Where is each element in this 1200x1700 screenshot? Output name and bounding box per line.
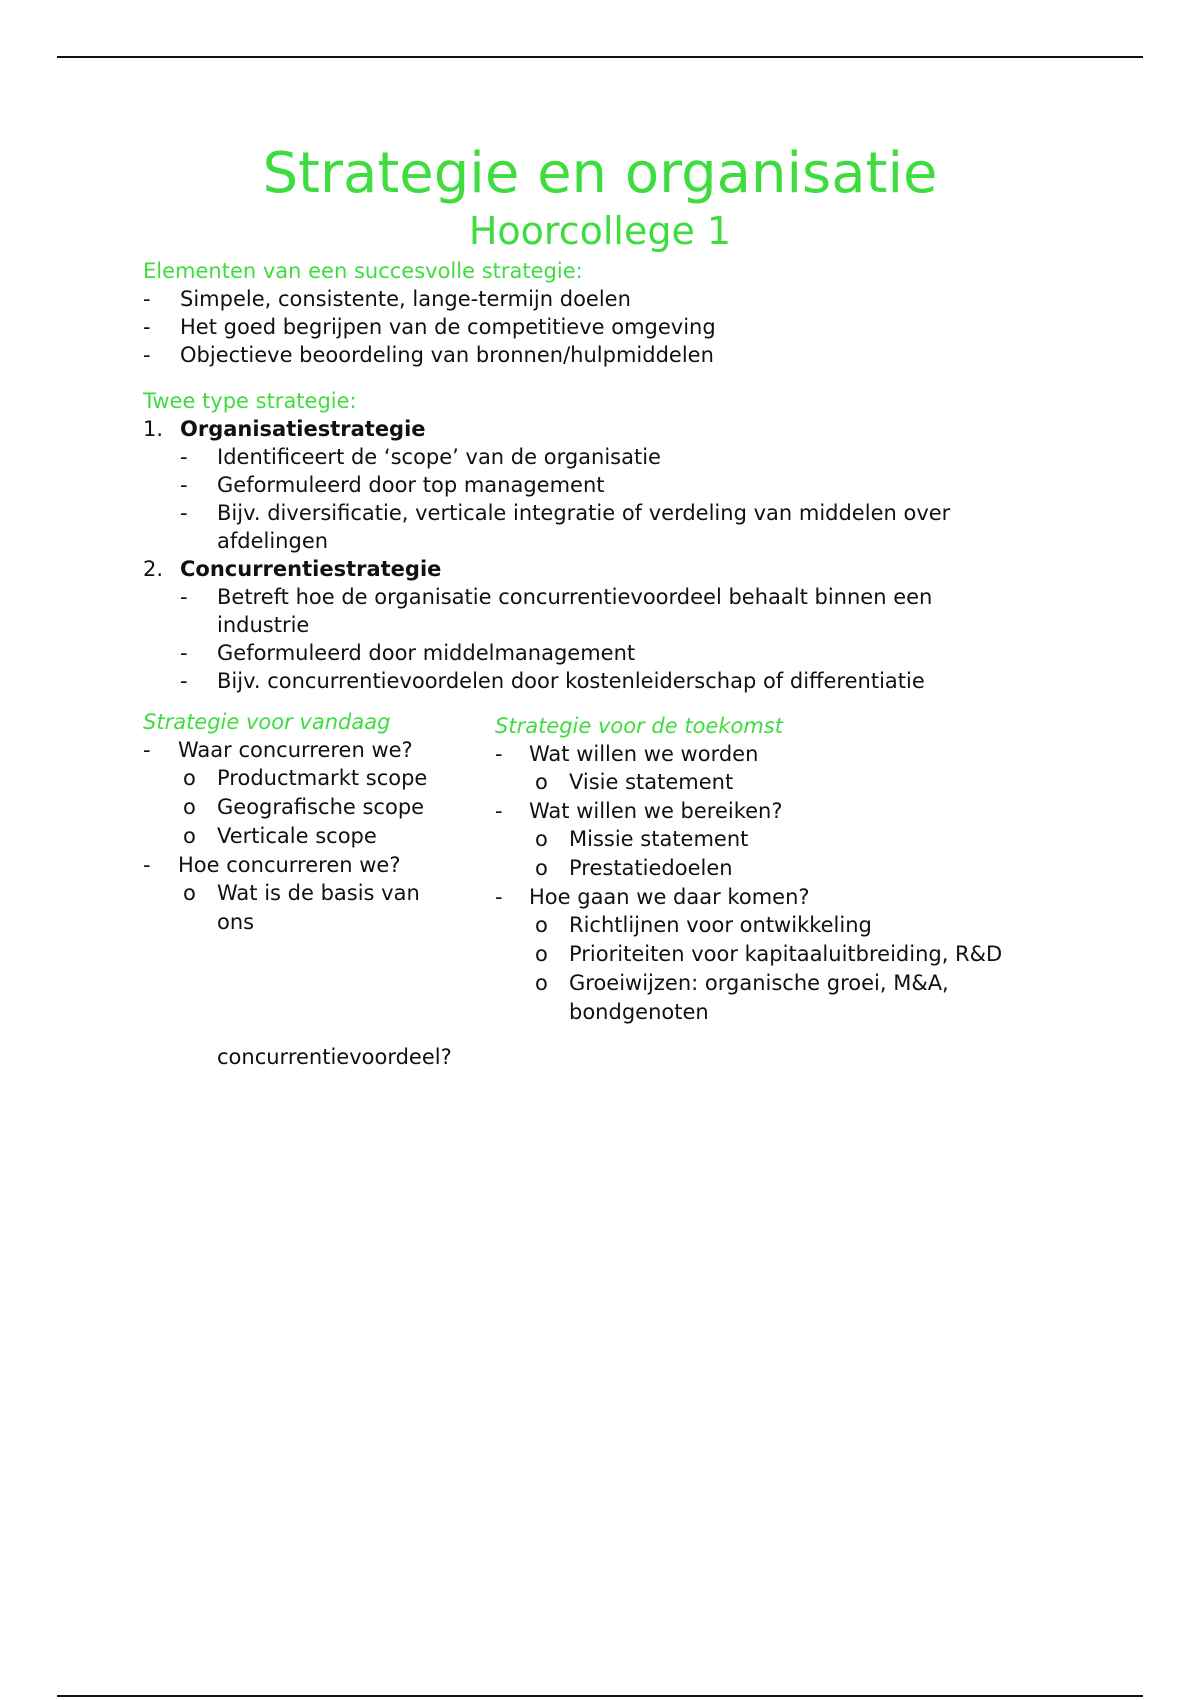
list-item xyxy=(143,285,1043,313)
sub-list-item xyxy=(183,879,483,908)
list-item-text: Bijv. concurrentievoordelen door kostenleiderschap of differentiatie xyxy=(217,669,925,693)
list-item-text: Wat willen we bereiken? xyxy=(529,799,783,823)
circle-marker: o xyxy=(183,824,196,848)
sub-list-item xyxy=(183,793,483,822)
list-item-text: Prestatiedoelen xyxy=(569,856,733,880)
list-item-text: Prioriteiten voor kapitaaluitbreiding, R&D xyxy=(569,942,1003,966)
list-item-text: Het goed begrijpen van de competitieve omgeving xyxy=(180,315,716,339)
list-item xyxy=(495,797,1055,825)
dash-marker: - xyxy=(180,641,188,665)
circle-marker: o xyxy=(535,971,548,995)
dash-marker: - xyxy=(180,473,188,497)
dash-marker: - xyxy=(180,501,188,525)
list-item xyxy=(143,313,1043,341)
circle-marker: o xyxy=(535,856,548,880)
dash-marker: - xyxy=(143,287,151,311)
list-item-text: Visie statement xyxy=(569,770,734,794)
today-continuation: concurrentievoordeel? xyxy=(217,1045,452,1069)
types-heading: Twee type strategie: xyxy=(143,389,357,413)
strategy-type-name: Organisatiestrategie xyxy=(180,417,426,441)
list-item xyxy=(180,471,1043,499)
circle-marker: o xyxy=(535,827,548,851)
list-item-text: Betreft hoe de organisatie concurrentievoordeel behaalt binnen een industrie xyxy=(217,585,933,637)
dash-marker: - xyxy=(143,853,151,877)
list-item xyxy=(143,736,483,764)
dash-marker: - xyxy=(495,799,503,823)
list-number: 1. xyxy=(143,417,164,441)
strategy-points xyxy=(143,583,1043,695)
today-column xyxy=(143,708,483,937)
dash-marker: - xyxy=(180,445,188,469)
future-column xyxy=(495,712,1055,1027)
elements-list xyxy=(143,285,1043,369)
dash-marker: - xyxy=(143,315,151,339)
list-item xyxy=(180,583,1043,639)
elements-heading: Elementen van een succesvolle strategie: xyxy=(143,259,583,283)
top-rule xyxy=(57,56,1143,58)
list-item-text: Hoe gaan we daar komen? xyxy=(529,885,810,909)
strategy-points xyxy=(143,443,1043,555)
list-item xyxy=(143,851,483,879)
circle-marker: o xyxy=(535,770,548,794)
list-item xyxy=(180,443,1043,471)
list-item-text: Hoe concurreren we? xyxy=(178,853,401,877)
list-item xyxy=(495,740,1055,768)
list-item xyxy=(143,341,1043,369)
list-item-text-part1: Wat is de basis van xyxy=(217,881,420,905)
list-item-text: Bijv. diversificatie, verticale integratie of verdeling van middelen over afdelingen xyxy=(217,501,951,553)
sub-list-item xyxy=(183,764,483,793)
list-item-text: Groeiwijzen: organische groei, M&A, bondgenoten xyxy=(569,971,949,1024)
circle-marker: o xyxy=(535,913,548,937)
sub-list-item xyxy=(183,822,483,851)
future-heading: Strategie voor de toekomst xyxy=(495,714,783,738)
dash-marker: - xyxy=(495,742,503,766)
circle-marker: o xyxy=(183,795,196,819)
list-item-text-part2: ons xyxy=(217,910,255,934)
circle-marker: o xyxy=(183,881,196,905)
strategy-type xyxy=(143,555,1043,695)
list-item-text: Verticale scope xyxy=(217,824,377,848)
list-item xyxy=(180,639,1043,667)
sub-list-item xyxy=(535,940,1055,969)
types-section xyxy=(143,387,1043,695)
page-title: Strategie en organisatie xyxy=(262,141,938,206)
dash-marker: - xyxy=(495,885,503,909)
types-list xyxy=(143,415,1043,695)
list-item-text: Geformuleerd door middelmanagement xyxy=(217,641,636,665)
list-number: 2. xyxy=(143,557,164,581)
dash-marker: - xyxy=(180,585,188,609)
list-item-text: Richtlijnen voor ontwikkeling xyxy=(569,913,872,937)
list-item-text: Wat willen we worden xyxy=(529,742,759,766)
dash-marker: - xyxy=(143,343,151,367)
list-item-text: Simpele, consistente, lange-termijn doelen xyxy=(180,287,631,311)
list-item-text: Geformuleerd door top management xyxy=(217,473,605,497)
list-item-text: Waar concurreren we? xyxy=(178,738,413,762)
list-item xyxy=(180,499,1043,555)
list-item-text: Productmarkt scope xyxy=(217,766,428,790)
strategy-type-name: Concurrentiestrategie xyxy=(180,557,442,581)
circle-marker: o xyxy=(535,942,548,966)
list-item-text: Identificeert de ‘scope’ van de organisatie xyxy=(217,445,661,469)
sub-list-item xyxy=(535,969,1055,1027)
list-item xyxy=(495,883,1055,911)
elements-section xyxy=(143,257,1043,369)
list-item-text: Geografische scope xyxy=(217,795,425,819)
today-heading: Strategie voor vandaag xyxy=(143,710,391,734)
sub-list-item xyxy=(535,911,1055,940)
sub-list-item xyxy=(535,825,1055,854)
strategy-type xyxy=(143,415,1043,555)
sub-list-item xyxy=(535,768,1055,797)
list-item xyxy=(180,667,1043,695)
dash-marker: - xyxy=(180,669,188,693)
circle-marker: o xyxy=(183,766,196,790)
bottom-rule xyxy=(57,1695,1143,1697)
dash-marker: - xyxy=(143,738,151,762)
sub-list-item xyxy=(535,854,1055,883)
list-item-text: Objectieve beoordeling van bronnen/hulpmiddelen xyxy=(180,343,714,367)
list-item-text: Missie statement xyxy=(569,827,749,851)
page-subtitle: Hoorcollege 1 xyxy=(468,209,732,253)
